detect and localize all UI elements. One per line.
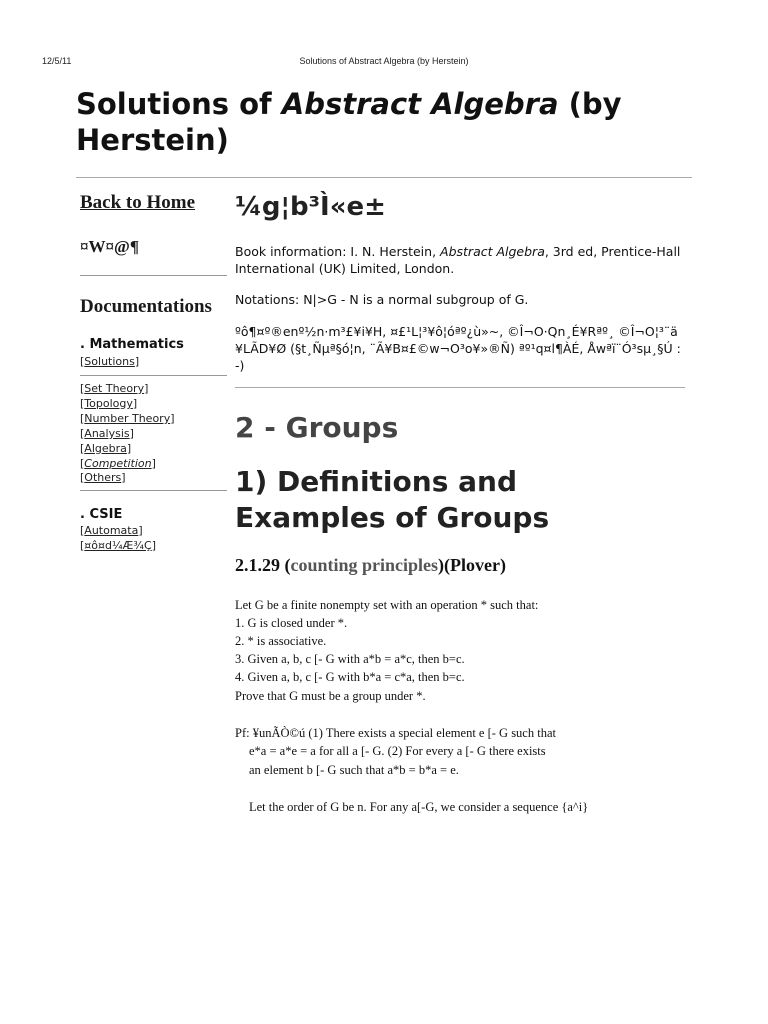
- statement-line: Prove that G must be a group under *.: [235, 689, 426, 703]
- sidebar-link-text[interactable]: Set Theory: [84, 382, 145, 395]
- garbled-note: ºô¶¤º®enº½n·m³£¥i¥H, ¤£¹L¦³¥ô¦óªº¿ù»~, ©Î¬O·Qn¸É¥Rªº¸ ©Î¬O¦³¨ä¥LÃD¥Ø (§t¸Ñµª§ó¦n, ¨Ã¥B¤£©w¬O³o¥»®Ñ) ªº¹q¤l¶ÀÉ, Åwªï¨Ó³sµ¸§Ú :-): [235, 324, 681, 373]
- sidebar-link-solutions[interactable]: [Solutions]: [80, 355, 140, 368]
- sidebar-link-text[interactable]: Automata: [84, 524, 139, 537]
- book-info-rest: , 3rd ed, Prentice-Hall International (UK) Limited, London.: [235, 244, 681, 276]
- main-divider: [235, 387, 685, 388]
- proof-line: e*a = a*e = a for all a [- G. (2) For every a [- G there exists: [249, 744, 546, 758]
- sidebar-link-others[interactable]: [Others]: [80, 471, 126, 484]
- page-title: [76, 86, 696, 158]
- problem-heading: [235, 553, 506, 577]
- problem-suffix: )(Plover): [438, 555, 506, 575]
- sidebar-link-analysis[interactable]: [Analysis]: [80, 427, 134, 440]
- sidebar-link-number-theory[interactable]: [Number Theory]: [80, 412, 175, 425]
- sidebar-link-text[interactable]: Competition: [84, 457, 152, 470]
- print-header: [0, 56, 768, 70]
- proof-line: Pf: ¥unÃÒ©ú (1) There exists a special element e [- G such that: [235, 726, 556, 740]
- section-definitions-heading: 1) Definitions and Examples of Groups: [235, 465, 550, 534]
- sidebar-divider: [80, 375, 227, 376]
- book-info-title: Abstract Algebra: [440, 244, 545, 259]
- proof-line: an element b [- G such that a*b = b*a = e.: [249, 763, 459, 777]
- sidebar-link-automata[interactable]: [Automata]: [80, 524, 143, 537]
- sidebar-link-topology[interactable]: [Topology]: [80, 397, 138, 410]
- back-home-link[interactable]: Back to Home: [80, 192, 196, 213]
- problem-topic-link[interactable]: counting principles: [290, 555, 439, 575]
- title-divider: [76, 177, 692, 178]
- book-info-label: Book information:: [235, 244, 351, 259]
- sidebar-divider: [80, 490, 227, 491]
- sidebar-link-competition[interactable]: [Competition]: [80, 457, 156, 470]
- book-information: [235, 243, 695, 277]
- mathematics-category: . Mathematics: [80, 337, 184, 352]
- sidebar-link-solutions-text[interactable]: Solutions: [84, 355, 135, 368]
- sidebar-link-text[interactable]: Topology: [84, 397, 133, 410]
- page-title-suffix: (by Herstein): [76, 87, 622, 157]
- print-title: Solutions of Abstract Algebra (by Herstein): [299, 56, 469, 66]
- page-title-italic: Abstract Algebra: [281, 87, 559, 121]
- notations: Notations: N|>G - N is a normal subgroup of G.: [235, 292, 529, 307]
- proof-line: Let the order of G be n. For any a[-G, we consider a sequence {a^i}: [249, 800, 589, 814]
- sidebar-link-text[interactable]: ¤ô¤d¼Æ¾Ç: [84, 539, 152, 552]
- statement-line: 2. * is associative.: [235, 634, 327, 648]
- sidebar-link-set-theory[interactable]: [Set Theory]: [80, 382, 149, 395]
- sidebar-link-garbled[interactable]: [¤ô¤d¼Æ¾Ç]: [80, 539, 157, 552]
- sidebar-garbled-nav[interactable]: ¤W¤@¶: [80, 237, 139, 256]
- main-heading: ¼g¦b³Ì«e±: [235, 192, 386, 222]
- sidebar-link-algebra[interactable]: [Algebra]: [80, 442, 132, 455]
- sidebar-link-text[interactable]: Algebra: [84, 442, 127, 455]
- page-title-prefix: Solutions of: [76, 87, 282, 121]
- statement-line: Let G be a finite nonempty set with an operation * such that:: [235, 598, 539, 612]
- documentations-heading: Documentations: [80, 296, 212, 317]
- sidebar-link-text[interactable]: Others: [84, 471, 122, 484]
- sidebar-link-text[interactable]: Analysis: [84, 427, 130, 440]
- problem-number: 2.1.29 (: [235, 555, 291, 575]
- sidebar-link-text[interactable]: Number Theory: [84, 412, 171, 425]
- sidebar-divider: [80, 275, 227, 276]
- statement-line: 3. Given a, b, c [- G with a*b = a*c, then b=c.: [235, 652, 465, 666]
- csie-category: . CSIE: [80, 507, 123, 522]
- book-info-author: I. N. Herstein,: [350, 244, 441, 259]
- statement-line: 4. Given a, b, c [- G with b*a = c*a, then b=c.: [235, 670, 465, 684]
- print-date: 12/5/11: [42, 56, 72, 66]
- statement-line: 1. G is closed under *.: [235, 616, 348, 630]
- section-groups-heading: 2 - Groups: [235, 411, 399, 444]
